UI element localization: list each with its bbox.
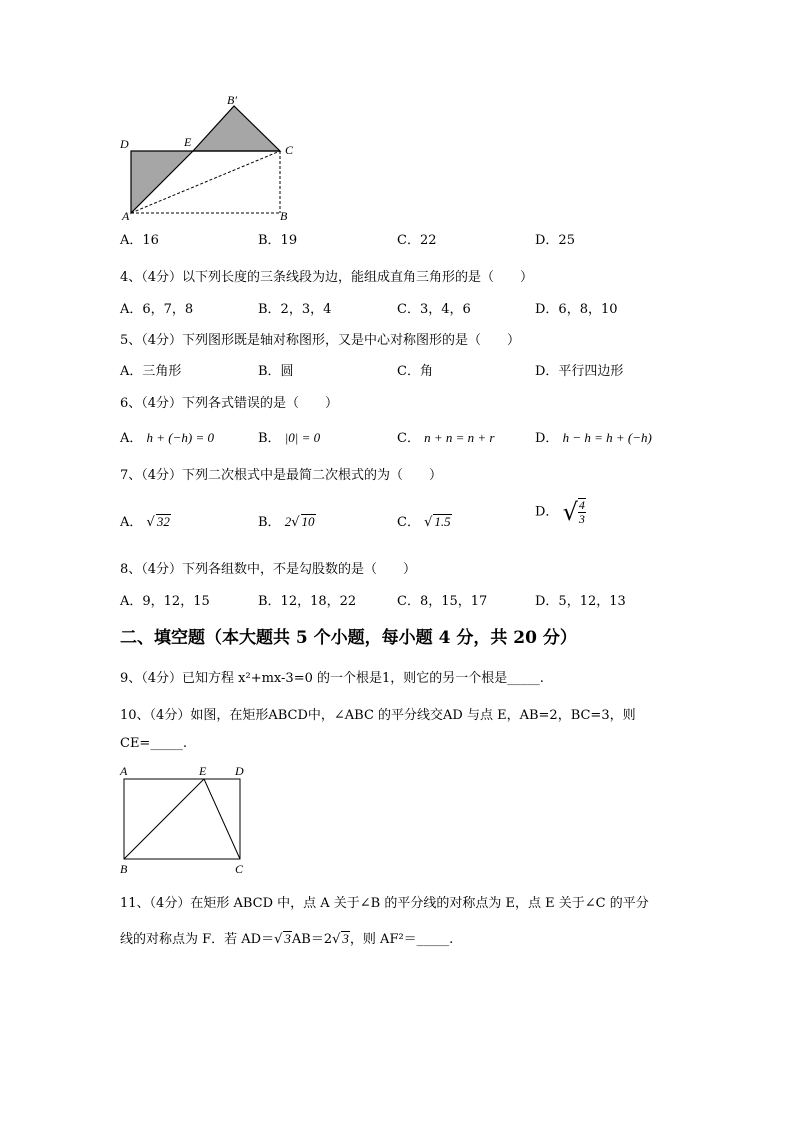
q3-label-d: D xyxy=(120,137,129,151)
q3-option-b: B．19 xyxy=(258,233,298,248)
q10-label-e: E xyxy=(199,764,207,778)
q7-option-c-label: C． xyxy=(397,515,420,530)
q7-radical-sign-icon: √ xyxy=(424,515,433,530)
q7-option-b-label: B． xyxy=(258,515,281,530)
q7-option-c-radicand: 1.5 xyxy=(434,514,451,529)
q3-option-d: D．25 xyxy=(535,233,575,248)
q8-option-b: B．12，18，22 xyxy=(258,594,357,609)
q11-line1: 11、（4分）在矩形 ABCD 中，点 A 关于∠B 的平分线的对称点为 E，点 E 关于∠C 的平分 xyxy=(120,896,649,911)
q4-option-a: A．6，7，8 xyxy=(120,302,194,317)
q5-option-a: A．三角形 xyxy=(120,364,182,379)
q4-option-c: C．3，4，6 xyxy=(397,302,471,317)
q11-sqrt3-second: 3 xyxy=(342,931,349,946)
q6-option-d xyxy=(535,427,652,446)
q8-option-a: A．9，12，15 xyxy=(120,594,210,609)
q7-radical-sign-icon: √ xyxy=(291,515,300,530)
q3-option-a: A．16 xyxy=(120,233,159,248)
q4-option-b: B．2，3，4 xyxy=(258,302,332,317)
q7-option-d-numerator: 4 xyxy=(578,498,585,512)
q3-label-bprime: B′ xyxy=(227,93,237,107)
q10-label-d: D xyxy=(235,764,244,778)
q11-line2-c: ，则 AF²＝_____. xyxy=(349,932,454,947)
q7-option-d xyxy=(535,498,586,526)
q10-line1: 10、（4分）如图，在矩形ABCD中，∠ABC 的平分线交AD 与点 E，AB=2，BC=3，则 xyxy=(120,708,636,723)
q7-option-d-denominator: 3 xyxy=(578,512,585,527)
q5-stem: 5、（4分）下列图形既是轴对称图形，又是中心对称图形的是（ ） xyxy=(120,333,521,348)
q7-option-a-label: A． xyxy=(120,515,143,530)
q7-option-d-label: D． xyxy=(535,504,559,520)
q6-option-a-expr: h + (−h) = 0 xyxy=(146,430,215,445)
q4-stem: 4、（4分）以下列长度的三条线段为边，能组成直角三角形的是（ ） xyxy=(120,270,534,285)
q5-option-b: B．圆 xyxy=(258,364,294,379)
q3-shaded-triangle-right xyxy=(193,106,280,151)
q6-option-b-expr: |0| = 0 xyxy=(284,430,321,445)
q7-option-a-radicand: 32 xyxy=(156,514,170,529)
q7-stem: 7、（4分）下列二次根式中是最简二次根式的为（ ） xyxy=(120,468,443,483)
q6-stem: 6、（4分）下列各式错误的是（ ） xyxy=(120,396,339,411)
q3-shaded-triangle-left xyxy=(131,151,193,213)
q11-line2 xyxy=(120,928,453,947)
q10-label-a: A xyxy=(120,764,128,778)
q9-text: 9、（4分）已知方程 x²+mx-3=0 的一个根是1，则它的另一个根是_____. xyxy=(120,671,544,686)
q11-radical-sign-icon-2: √ xyxy=(332,932,341,947)
q10-label-c: C xyxy=(235,862,244,876)
q7-option-b xyxy=(258,511,316,530)
q11-radical-sign-icon: √ xyxy=(274,932,283,947)
q6-option-a-label: A． xyxy=(120,431,143,446)
q10-line2: CE=_____. xyxy=(120,736,187,751)
q8-stem: 8、（4分）下列各组数中，不是勾股数的是（ ） xyxy=(120,562,417,577)
q6-option-b-label: B． xyxy=(258,431,281,446)
q3-label-e: E xyxy=(184,135,192,149)
q6-option-d-expr: h − h = h + (−h) xyxy=(562,430,652,445)
q3-option-c: C．22 xyxy=(397,233,437,248)
q11-sqrt3-first: 3 xyxy=(284,931,291,946)
q10-figure xyxy=(112,762,262,877)
q7-radical-sign-icon: √ xyxy=(146,515,155,530)
q3-label-c: C xyxy=(285,143,294,157)
q7-option-a xyxy=(120,511,171,530)
q10-line-be xyxy=(124,779,204,859)
q11-line2-a: 线的对称点为 F．若 AD＝ xyxy=(120,932,275,947)
q7-radical-sign-icon: √ xyxy=(562,498,578,527)
q6-option-c-expr: n + n = n + r xyxy=(424,430,495,445)
q3-label-a: A xyxy=(122,209,130,223)
q8-option-d: D．5，12，13 xyxy=(535,594,626,609)
q8-option-c: C．8，15，17 xyxy=(397,594,488,609)
q10-line-ec xyxy=(204,779,240,859)
q7-option-b-radicand: 10 xyxy=(301,514,315,529)
q3-figure xyxy=(110,90,310,225)
q11-line2-b: AB＝2 xyxy=(291,932,333,947)
section2-title: 二、填空题（本大题共 5 个小题，每小题 4 分，共 20 分） xyxy=(120,628,577,648)
q6-option-c xyxy=(397,427,494,446)
q7-option-c xyxy=(397,511,452,530)
q6-option-d-label: D． xyxy=(535,431,559,446)
q6-option-b xyxy=(258,427,320,446)
q10-rectangle xyxy=(124,779,240,859)
q4-option-d: D．6，8，10 xyxy=(535,302,618,317)
q5-option-d: D．平行四边形 xyxy=(535,364,624,379)
q7-option-d-fraction xyxy=(578,498,586,526)
q6-option-a xyxy=(120,427,214,446)
q5-option-c: C．角 xyxy=(397,364,433,379)
q3-label-b: B xyxy=(280,209,288,223)
q10-label-b: B xyxy=(120,862,128,876)
q6-option-c-label: C． xyxy=(397,431,420,446)
q7-option-b-coef: 2 xyxy=(284,514,292,529)
